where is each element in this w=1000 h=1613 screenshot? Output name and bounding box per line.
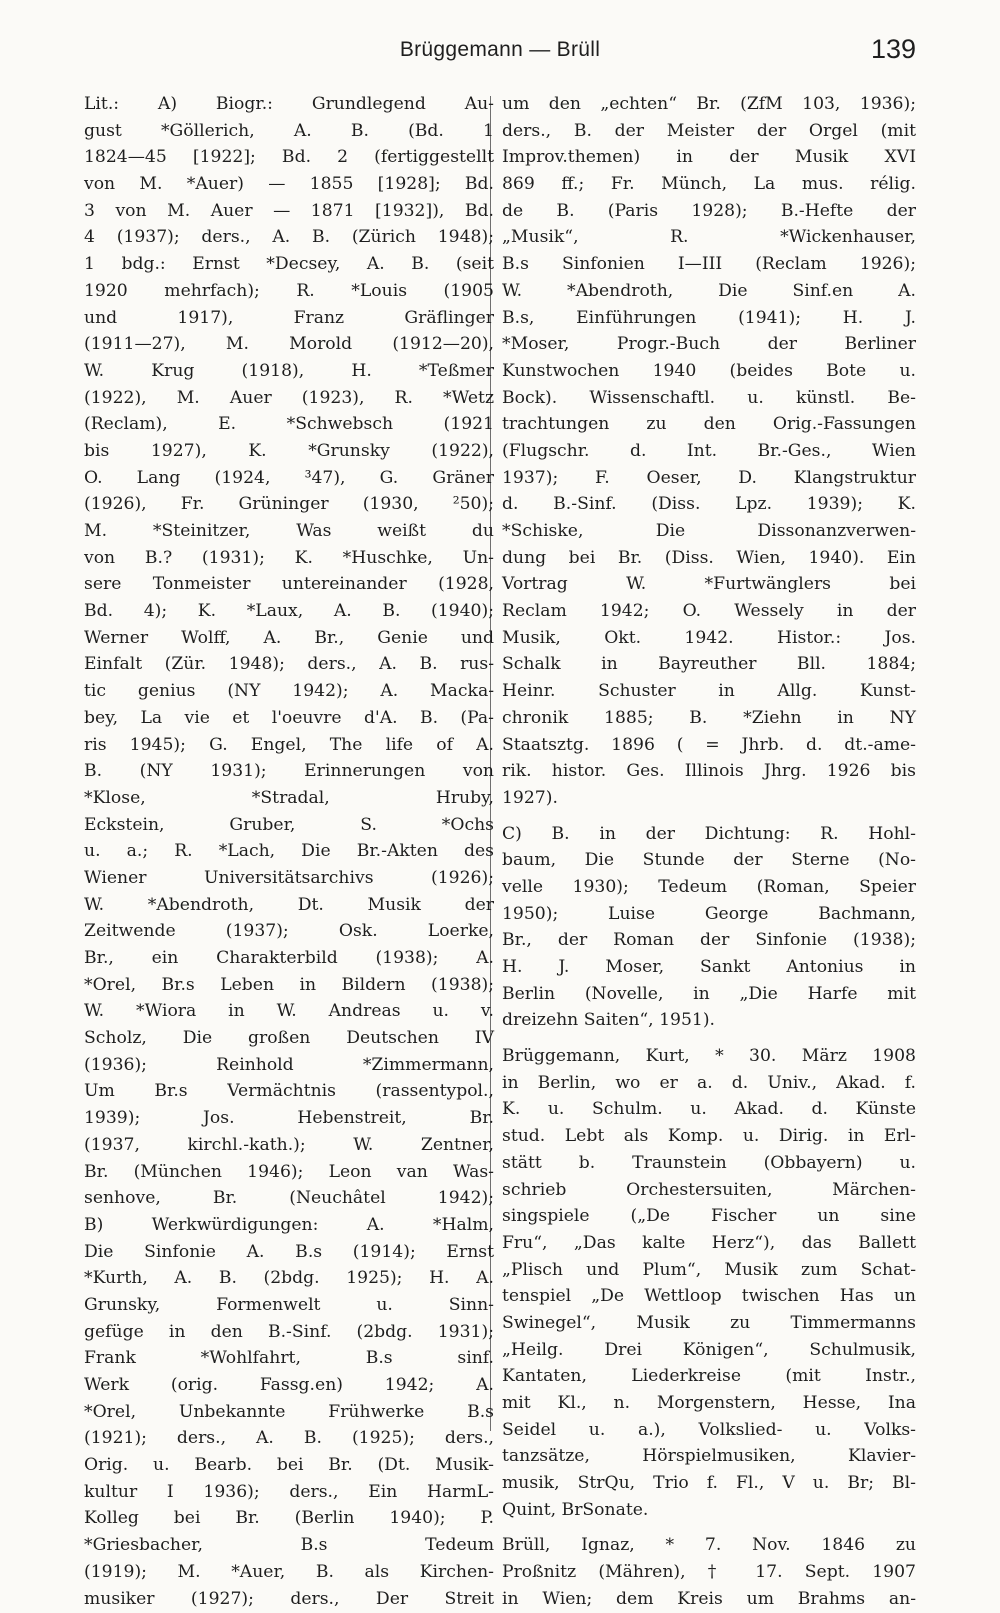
text-line: sere Tonmeister untereinander (1928, <box>84 574 494 595</box>
text-line: B) Werkwürdigungen: A. *Halm, <box>84 1214 494 1235</box>
text-line: 1 bdg.: Ernst *Decsey, A. B. (seit <box>84 254 494 275</box>
text-line: ders., B. der Meister der Orgel (mit <box>502 120 916 141</box>
text-line: d. B.-Sinf. (Diss. Lpz. 1939); K. <box>502 494 916 515</box>
text-line: Proßnitz (Mähren), † 17. Sept. 1907 <box>502 1562 916 1583</box>
text-line: trachtungen zu den Orig.-Fassungen <box>502 414 916 435</box>
text-line: musik, StrQu, Trio f. Fl., V u. Br; Bl- <box>502 1473 916 1494</box>
text-line: *Orel, Br.s Leben in Bildern (1938); <box>84 974 494 995</box>
text-line: *Griesbacher, B.s Tedeum <box>84 1535 494 1556</box>
text-line: tenspiel „De Wettloop twischen Has un <box>502 1286 916 1307</box>
text-line: B. (NY 1931); Erinnerungen von <box>84 761 494 782</box>
text-line: Staatsztg. 1896 ( = Jhrb. d. dt.-ame- <box>502 734 916 755</box>
text-line: Br., der Roman der Sinfonie (1938); <box>502 930 916 951</box>
text-line: de B. (Paris 1928); B.-Hefte der <box>502 200 916 221</box>
text-line: Bd. 4); K. *Laux, A. B. (1940); <box>84 601 494 622</box>
text-line: O. Lang (1924, ³47), G. Gräner <box>84 467 494 488</box>
text-line: dung bei Br. (Diss. Wien, 1940). Ein <box>502 547 916 568</box>
text-line: bis 1927), K. *Grunsky (1922), <box>84 440 494 461</box>
text-line: Werk (orig. Fassg.en) 1942; A. <box>84 1375 494 1395</box>
text-line: (1911—27), M. Morold (1912—20), <box>84 334 494 355</box>
text-line: stätt b. Traunstein (Obbayern) u. <box>502 1152 916 1173</box>
text-line: (1922), M. Auer (1923), R. *Wetz <box>84 387 494 408</box>
text-line: Lit.: A) Biogr.: Grundlegend Au- <box>84 94 494 114</box>
text-line: in Wien; dem Kreis um Brahms an- <box>502 1588 916 1609</box>
text-line: W. *Abendroth, Dt. Musik der <box>84 894 494 915</box>
text-line: baum, Die Stunde der Sterne (No- <box>502 850 916 871</box>
text-line: Eckstein, Gruber, S. *Ochs <box>84 814 494 835</box>
text-line: 4 (1937); ders., A. B. (Zürich 1948); <box>84 227 494 248</box>
left-column <box>84 91 494 1612</box>
text-line: Grunsky, Formenwelt u. Sinn- <box>84 1294 494 1315</box>
text-line: singspiele („De Fischer un sine <box>502 1206 916 1227</box>
text-line: (Flugschr. d. Int. Br.-Ges., Wien <box>502 440 916 461</box>
text-line: Vortrag W. *Furtwänglers bei <box>502 574 916 595</box>
text-line: *Klose, *Stradal, Hruby, <box>84 787 494 808</box>
text-line: Wiener Universitätsarchivs (1926); <box>84 867 494 888</box>
text-line: 1920 mehrfach); R. *Louis (1905 <box>84 280 494 301</box>
text-line: Br. (München 1946); Leon van Was- <box>84 1161 494 1182</box>
text-line: *Kurth, A. B. (2bdg. 1925); H. A. <box>84 1268 494 1289</box>
text-line: 1937); F. Oeser, D. Klangstruktur <box>502 467 916 488</box>
text-line: 1927). <box>502 787 558 808</box>
text-line: B.s, Einführungen (1941); H. J. <box>502 307 916 328</box>
text-line: M. *Steinitzer, Was weißt du <box>84 521 494 541</box>
text-line: u. a.; R. *Lach, Die Br.-Akten des <box>84 841 494 862</box>
text-line: Musik, Okt. 1942. Histor.: Jos. <box>502 627 916 648</box>
text-line: „Plisch und Plum“, Musik zum Schat- <box>502 1259 916 1280</box>
text-line: Bock). Wissenschaftl. u. künstl. Be- <box>502 387 916 408</box>
text-line: Scholz, Die großen Deutschen IV <box>84 1028 494 1049</box>
text-line: gust *Göllerich, A. B. (Bd. 1 <box>84 120 494 141</box>
text-line: (1936); Reinhold *Zimmermann, <box>84 1054 494 1075</box>
text-line: (Reclam), E. *Schwebsch (1921 <box>84 414 494 435</box>
text-line: „Heilg. Drei Königen“, Schulmusik, <box>502 1339 916 1360</box>
page-number: 139 <box>870 34 916 64</box>
text-line: Brüggemann, Kurt, * 30. März 1908 <box>502 1046 916 1067</box>
text-line: velle 1930); Tedeum (Roman, Speier <box>502 876 916 897</box>
text-line: K. u. Schulm. u. Akad. d. Künste <box>502 1099 916 1120</box>
text-line: dreizehn Saiten“, 1951). <box>502 1010 716 1031</box>
text-line: Br., ein Charakterbild (1938); A. <box>84 948 494 968</box>
text-line: tic genius (NY 1942); A. Macka- <box>84 681 494 702</box>
text-line: Orig. u. Bearb. bei Br. (Dt. Musik- <box>84 1455 494 1476</box>
text-line: Kunstwochen 1940 (beides Bote u. <box>502 360 916 381</box>
text-line: (1926), Fr. Grüninger (1930, ²50); <box>84 494 494 515</box>
paragraph-gap <box>502 1034 916 1043</box>
text-line: Fru“, „Das kalte Herz“), das Ballett <box>502 1232 916 1253</box>
text-line: rik. histor. Ges. Illinois Jhrg. 1926 bis <box>502 761 916 782</box>
text-line: 869 ff.; Fr. Münch, La mus. rélig. <box>502 174 916 195</box>
text-line: Frank *Wohlfahrt, B.s sinf. <box>84 1348 494 1369</box>
text-line: Brüll, Ignaz, * 7. Nov. 1846 zu <box>502 1535 916 1556</box>
text-line: 3 von M. Auer — 1871 [1932]), Bd. <box>84 200 494 221</box>
text-line: Improv.themen) in der Musik XVI <box>502 147 916 168</box>
text-line: schrieb Orchestersuiten, Märchen- <box>502 1179 916 1200</box>
text-line: W. *Wiora in W. Andreas u. v. <box>84 1001 494 1022</box>
text-line: *Schiske, Die Dissonanzverwen- <box>502 521 916 541</box>
text-line: (1919); M. *Auer, B. als Kirchen- <box>84 1561 494 1582</box>
running-head: Brüggemann — Brüll <box>399 38 601 61</box>
text-line: um den „echten“ Br. (ZfM 103, 1936); <box>502 94 916 114</box>
text-line: mit Kl., n. Morgenstern, Hesse, Ina <box>502 1393 916 1413</box>
text-line: gefüge in den B.-Sinf. (2bdg. 1931); <box>84 1321 494 1342</box>
text-line: Heinr. Schuster in Allg. Kunst- <box>502 681 916 702</box>
text-line: in Berlin, wo er a. d. Univ., Akad. f. <box>502 1072 916 1093</box>
paragraph-gap <box>502 812 916 821</box>
text-line: B.s Sinfonien I—III (Reclam 1926); <box>502 254 916 275</box>
text-line: H. J. Moser, Sankt Antonius in <box>502 957 916 977</box>
text-line: (1921); ders., A. B. (1925); ders., <box>84 1428 494 1449</box>
text-line: Berlin (Novelle, in „Die Harfe mit <box>502 983 916 1004</box>
right-column <box>502 91 916 1613</box>
text-line: 1950); Luise George Bachmann, <box>502 903 916 924</box>
text-line: „Musik“, R. *Wickenhauser, <box>502 227 916 248</box>
text-line: Kolleg bei Br. (Berlin 1940); P. <box>84 1508 494 1529</box>
text-line: Zeitwende (1937); Osk. Loerke, <box>84 921 494 942</box>
text-line: W. Krug (1918), H. *Teßmer <box>84 360 494 381</box>
text-line: ris 1945); G. Engel, The life of A. <box>84 734 494 755</box>
text-line: W. *Abendroth, Die Sinf.en A. <box>502 280 916 301</box>
text-line: chronik 1885; B. *Ziehn in NY <box>502 707 916 728</box>
text-line: stud. Lebt als Komp. u. Dirig. in Erl- <box>502 1126 916 1147</box>
text-line: *Moser, Progr.-Buch der Berliner <box>502 334 916 355</box>
text-line: musiker (1927); ders., Der Streit <box>84 1588 494 1609</box>
text-line: Seidel u. a.), Volkslied- u. Volks- <box>502 1419 916 1440</box>
text-line: und 1917), Franz Gräflinger <box>84 307 494 328</box>
text-line: Swinegel“, Musik zu Timmermanns <box>502 1312 916 1333</box>
text-line: Einfalt (Zür. 1948); ders., A. B. rus- <box>84 654 494 675</box>
text-line: Schalk in Bayreuther Bll. 1884; <box>502 654 916 675</box>
text-line: Die Sinfonie A. B.s (1914); Ernst <box>84 1241 494 1262</box>
text-line: Um Br.s Vermächtnis (rassentypol., <box>84 1081 494 1102</box>
text-line: kultur I 1936); ders., Ein HarmL- <box>84 1481 494 1502</box>
text-line: Quint, BrSonate. <box>502 1499 649 1520</box>
page-header <box>0 30 1000 80</box>
text-line: Kantaten, Liederkreise (mit Instr., <box>502 1366 916 1387</box>
text-line: von M. *Auer) — 1855 [1928]; Bd. <box>84 174 494 195</box>
text-line: bey, La vie et l'oeuvre d'A. B. (Pa- <box>84 707 494 728</box>
text-line: von B.? (1931); K. *Huschke, Un- <box>84 547 494 568</box>
text-line: 1824—45 [1922]; Bd. 2 (fertiggestellt <box>84 147 494 168</box>
text-line: Reclam 1942; O. Wessely in der <box>502 601 916 622</box>
text-line: 1939); Jos. Hebenstreit, Br. <box>84 1108 494 1129</box>
text-line: C) B. in der Dichtung: R. Hohl- <box>502 823 916 844</box>
text-line: senhove, Br. (Neuchâtel 1942); <box>84 1188 494 1209</box>
text-line: tanzsätze, Hörspielmusiken, Klavier- <box>502 1446 916 1467</box>
text-line: *Orel, Unbekannte Frühwerke B.s <box>84 1401 494 1422</box>
text-line: (1937, kirchl.-kath.); W. Zentner, <box>84 1134 494 1155</box>
paragraph-gap <box>502 1523 916 1532</box>
text-line: Werner Wolff, A. Br., Genie und <box>84 627 494 648</box>
